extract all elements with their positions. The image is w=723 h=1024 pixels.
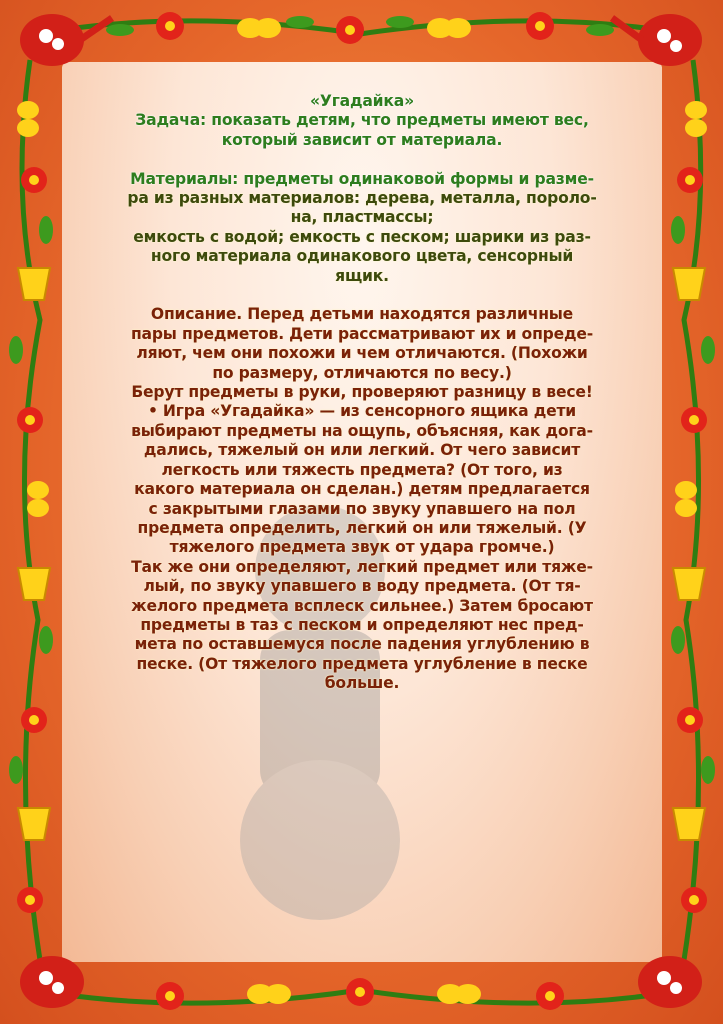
watering-can-icon bbox=[638, 956, 702, 1008]
description-line: предмета определить, легкий он или тяжелый. (У bbox=[137, 518, 587, 537]
description-line: песке. (От тяжелого предмета углубление в песке bbox=[136, 654, 588, 673]
description-line: Описание. Перед детьми находятся различные bbox=[150, 305, 574, 324]
description-line: Так же они определяют, легкий предмет или тяже- bbox=[131, 557, 593, 576]
watering-can-icon bbox=[612, 14, 702, 66]
materials-line: емкость с водой; емкость с песком; шарики из раз- bbox=[133, 227, 591, 246]
description-line: с закрытыми глазами по звуку упавшего на пол bbox=[148, 499, 576, 518]
description-line: мета по оставшемуся после падения углублению в bbox=[134, 635, 590, 654]
materials-line: ного материала одинакового цвета, сенсорный bbox=[150, 247, 574, 266]
leaf-icon bbox=[9, 216, 53, 784]
watering-can-icon bbox=[20, 956, 84, 1008]
flowerpot-icon bbox=[673, 268, 705, 840]
description-line: выбирают предметы на ощупь, объясняя, как дога- bbox=[131, 421, 593, 440]
description-line: • Игра «Угадайка» — из сенсорного ящика дети bbox=[147, 402, 577, 421]
task-line: Задача: показать детям, что предметы имеют вес, bbox=[135, 111, 589, 130]
materials-line: ящик. bbox=[335, 266, 389, 285]
page-title: «Угадайка» bbox=[310, 92, 414, 110]
leaf-icon bbox=[671, 216, 715, 784]
watering-can-icon bbox=[20, 14, 112, 66]
butterfly-icon bbox=[675, 101, 707, 517]
description-line: ляют, чем они похожи и чем отличаются. (Похожи bbox=[136, 344, 588, 363]
flowerpot-icon bbox=[18, 268, 50, 840]
description-line: лый, по звуку упавшего в воду предмета. (От тя- bbox=[143, 577, 581, 596]
description-line: Берут предметы в руки, проверяют разницу в весе! bbox=[131, 383, 593, 402]
materials-line: ра из разных материалов: дерева, металла, пороло- bbox=[127, 189, 597, 208]
description-line: больше. bbox=[324, 674, 400, 693]
butterfly-icon bbox=[17, 101, 49, 517]
description-line: желого предмета всплеск сильнее.) Затем бросают bbox=[131, 596, 593, 615]
description-line: тяжелого предмета звук от удара громче.) bbox=[169, 538, 555, 557]
content-text bbox=[80, 92, 644, 694]
description-line: дались, тяжелый он или легкий. От чего зависит bbox=[143, 441, 581, 460]
description-line: пары предметов. Дети рассматривают их и опреде- bbox=[130, 324, 594, 343]
description-line: легкость или тяжесть предмета? (От того, из bbox=[161, 460, 563, 479]
materials-line: на, пластмассы; bbox=[290, 208, 434, 227]
description-line: предметы в таз с песком и определяют нес пред- bbox=[140, 615, 584, 634]
description-line: по размеру, отличаются по весу.) bbox=[212, 363, 512, 382]
materials-line: Материалы: предметы одинаковой формы и разме- bbox=[130, 169, 594, 188]
flower-icon bbox=[156, 12, 554, 44]
flower-icon bbox=[156, 978, 564, 1010]
description-line: какого материала он сделан.) детям предлагается bbox=[134, 480, 590, 499]
task-line: который зависит от материала. bbox=[221, 130, 503, 149]
